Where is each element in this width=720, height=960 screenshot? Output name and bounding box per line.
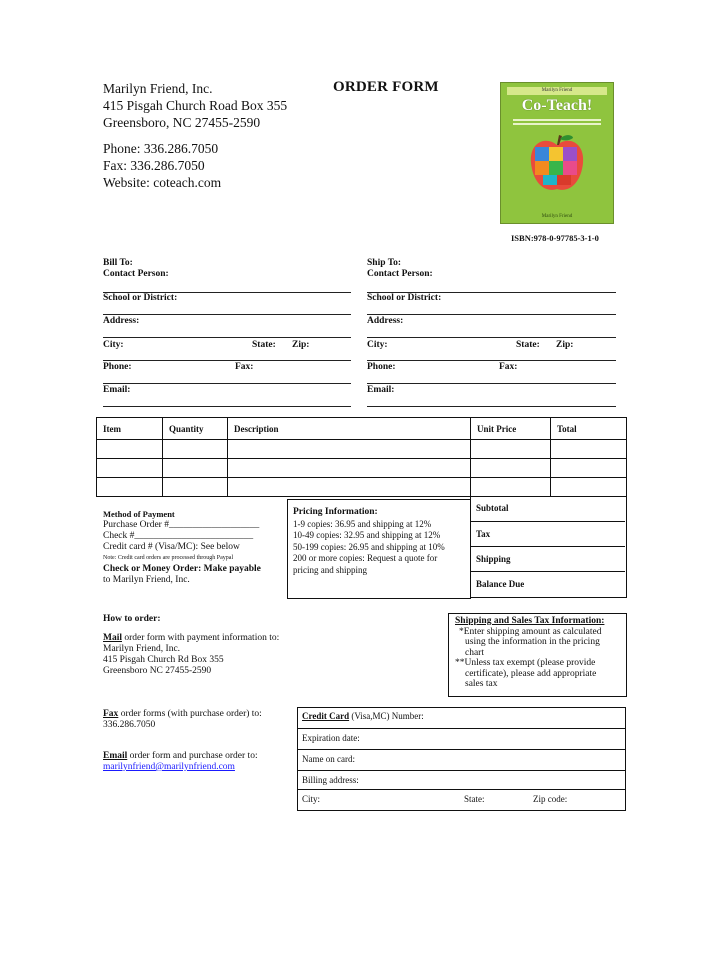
ship-to-contact-label: Contact Person: (367, 269, 433, 279)
shipping-bullet-2c: sales tax (465, 679, 498, 689)
mail-address-1: Marilyn Friend, Inc. (103, 644, 181, 654)
shipping-bullet-1b: using the information in the pricing (465, 637, 600, 647)
check-field[interactable]: Check #_________________________ (103, 531, 254, 541)
money-order-line-2: to Marilyn Friend, Inc. (103, 575, 190, 585)
billing-zip-label: Zip code: (533, 794, 568, 804)
bill-to-zip-label: Zip: (292, 340, 310, 350)
isbn: ISBN:978-0-97785-3-1-0 (511, 233, 599, 243)
tax-row[interactable] (470, 521, 625, 546)
bill-to-contact-label: Contact Person: (103, 269, 169, 279)
total-cell[interactable] (551, 459, 627, 478)
paypal-note: Note: Credit card orders are processed through Paypal (103, 555, 234, 561)
subtotal-row[interactable] (470, 496, 625, 521)
fax-rest: order forms (with purchase order) to: (118, 709, 262, 719)
puzzle-apple-icon (529, 133, 585, 195)
email-instruction (103, 751, 258, 762)
billing-state-label: State: (464, 794, 485, 804)
book-cover-image (500, 82, 614, 224)
billing-city-row[interactable] (297, 789, 626, 810)
pricing-line-3: 50-199 copies: 26.95 and shipping at 10% (293, 541, 445, 552)
shipping-bullet-2a: **Unless tax exempt (please provide (455, 658, 596, 668)
item-cell[interactable] (97, 459, 163, 478)
how-to-order-section (103, 614, 279, 677)
credit-card-label: Credit Card (302, 711, 350, 721)
company-contact (103, 140, 221, 191)
description-cell[interactable] (228, 478, 471, 497)
mail-address-2: 415 Pisgah Church Rd Box 355 (103, 655, 224, 665)
description-cell[interactable] (228, 440, 471, 459)
pricing-line-1: 1-9 copies: 36.95 and shipping at 12% (293, 518, 432, 529)
billing-address-label: Billing address: (302, 775, 359, 785)
table-row (97, 440, 627, 459)
shipping-bullet-2b: certificate), please add appropriate (465, 668, 597, 679)
shipping-info-title: Shipping and Sales Tax Information: (455, 616, 605, 626)
ship-to-heading: Ship To: (367, 258, 402, 268)
balance-due-row[interactable] (470, 571, 625, 596)
ship-to-state-label: State: (516, 340, 540, 350)
credit-card-rest: (Visa,MC) Number: (349, 711, 424, 721)
company-info (103, 80, 287, 131)
subtotal-label: Subtotal (476, 503, 509, 513)
cover-author-bottom: Marilyn Friend (541, 214, 573, 219)
ship-to-email-label: Email: (367, 385, 395, 395)
form-title: ORDER FORM (333, 79, 439, 95)
name-on-card-label: Name on card: (302, 754, 355, 764)
bill-to-address-field[interactable] (103, 337, 351, 338)
fax-instruction (103, 709, 262, 720)
header-quantity: Quantity (163, 418, 228, 440)
header-total: Total (551, 418, 627, 440)
unit-price-cell[interactable] (471, 440, 551, 459)
email-link[interactable]: marilynfriend@marilynfriend.com (103, 762, 235, 772)
email-word: Email (103, 751, 128, 761)
expiration-row[interactable] (297, 728, 626, 749)
ship-to-city-field[interactable] (367, 360, 616, 361)
shipping-bullet-1c: chart (465, 647, 484, 658)
pricing-title: Pricing Information: (293, 507, 378, 517)
table-row (97, 478, 627, 497)
how-to-order-title: How to order: (103, 614, 161, 624)
item-cell[interactable] (97, 478, 163, 497)
cover-subtitle-lines (513, 119, 601, 129)
bill-to-school-field[interactable] (103, 314, 351, 315)
ship-to-school-field[interactable] (367, 314, 616, 315)
ship-to-phone-label: Phone: (367, 362, 396, 372)
bill-to-email-label: Email: (103, 385, 131, 395)
bill-to-city-field[interactable] (103, 360, 351, 361)
cover-author-top: Marilyn Friend (507, 87, 607, 95)
fax-word: Fax (103, 709, 119, 719)
bill-to-email-field[interactable] (103, 406, 351, 407)
items-table (96, 417, 627, 497)
credit-card-line: Credit card # (Visa/MC): See below (103, 542, 240, 552)
balance-due-label: Balance Due (476, 579, 525, 589)
ship-to-school-label: School or District: (367, 293, 442, 303)
mail-instruction (103, 633, 279, 644)
company-phone: Phone: 336.286.7050 (103, 141, 219, 156)
header-item: Item (97, 418, 163, 440)
shipping-bullet-1a: *Enter shipping amount as calculated (459, 626, 602, 637)
ship-to-zip-label: Zip: (556, 340, 574, 350)
pricing-line-5: pricing and shipping (293, 564, 367, 575)
pricing-information-box (287, 499, 471, 599)
ship-to-phone-field[interactable] (367, 383, 616, 384)
email-instruction-section (103, 751, 258, 773)
table-row (97, 459, 627, 478)
total-cell[interactable] (551, 440, 627, 459)
cover-title: Co-Teach! (521, 97, 593, 114)
company-fax: Fax: 336.286.7050 (103, 158, 205, 173)
bill-to-state-label: State: (252, 340, 276, 350)
shipping-row[interactable] (470, 546, 625, 571)
billing-city-label: City: (302, 794, 321, 804)
fax-number: 336.286.7050 (103, 720, 156, 730)
name-on-card-row[interactable] (297, 749, 626, 770)
ship-to-fax-label: Fax: (499, 362, 518, 372)
payment-method-section (103, 509, 261, 586)
pricing-line-2: 10-49 copies: 32.95 and shipping at 12% (293, 530, 441, 540)
tax-label: Tax (476, 529, 491, 539)
fax-instruction-section (103, 709, 262, 731)
header-description: Description (228, 418, 471, 440)
quantity-cell[interactable] (163, 478, 228, 497)
description-cell[interactable] (228, 459, 471, 478)
shipping-bullet-1 (455, 627, 620, 659)
unit-price-cell[interactable] (471, 459, 551, 478)
ship-to-email-field[interactable] (367, 406, 616, 407)
company-address-2: Greensboro, NC 27455-2590 (103, 115, 261, 130)
bill-to-phone-field[interactable] (103, 383, 351, 384)
bill-to-phone-label: Phone: (103, 362, 132, 372)
payment-title: Method of Payment (103, 509, 175, 519)
bill-to-city-label: City: (103, 340, 124, 350)
ship-to-address-label: Address: (367, 316, 404, 326)
pricing-line-4: 200 or more copies: Request a quote for (293, 553, 438, 563)
expiration-label: Expiration date: (302, 733, 360, 743)
company-address-1: 415 Pisgah Church Road Box 355 (103, 98, 288, 113)
mail-address-3: Greensboro NC 27455-2590 (103, 666, 212, 676)
credit-card-number-row[interactable] (297, 707, 626, 728)
company-name: Marilyn Friend, Inc. (103, 81, 213, 96)
bill-to-school-label: School or District: (103, 293, 178, 303)
bill-to-fax-label: Fax: (235, 362, 254, 372)
item-cell[interactable] (97, 440, 163, 459)
header-unit-price: Unit Price (471, 418, 551, 440)
mail-word: Mail (103, 633, 122, 643)
money-order-line-1: Check or Money Order: Make payable (103, 564, 261, 574)
mail-rest: order form with payment information to: (122, 633, 280, 643)
ship-to-address-field[interactable] (367, 337, 616, 338)
shipping-label: Shipping (476, 554, 511, 564)
shipping-tax-info-box (448, 613, 627, 697)
ship-to-city-label: City: (367, 340, 388, 350)
shipping-bullet-2 (455, 658, 620, 690)
total-cell[interactable] (551, 478, 627, 497)
quantity-cell[interactable] (163, 459, 228, 478)
company-website: Website: coteach.com (103, 175, 222, 190)
email-rest: order form and purchase order to: (127, 751, 258, 761)
purchase-order-field[interactable]: Purchase Order #___________________ (103, 520, 260, 530)
quantity-cell[interactable] (163, 440, 228, 459)
billing-address-row[interactable] (297, 770, 626, 791)
items-table-header (97, 418, 627, 440)
bill-to-address-label: Address: (103, 316, 140, 326)
unit-price-cell[interactable] (471, 478, 551, 497)
bill-to-heading: Bill To: (103, 258, 133, 268)
